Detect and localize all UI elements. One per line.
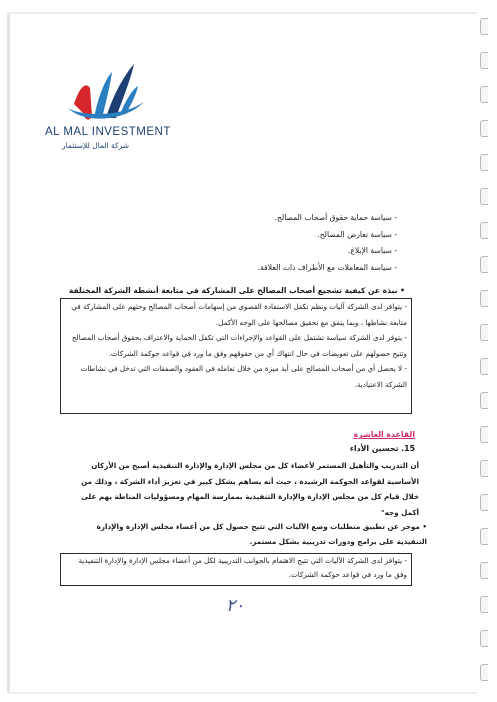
logo-name-en: AL MAL INVESTMENT (45, 126, 171, 138)
binder-tab (480, 528, 488, 545)
binder-tab (480, 596, 488, 613)
binder-tab (480, 154, 488, 171)
list-item: - سياسة المعاملات مع الأطراف ذات العلاقة. (97, 260, 397, 277)
binder-tab (480, 324, 488, 341)
binder-tab (480, 86, 488, 103)
binder-tab (480, 188, 488, 205)
list-item: - سياسة حماية حقوق أصحاب المصالح. (97, 210, 397, 227)
box-paragraph: - لا يحصل أي من أصحاب المصالح على أية ميزة من خلال تعامله في العقود والصفقات التي تدخل في نشاطات الشركة الاعتيادية. (61, 361, 411, 392)
box-paragraph: - يتوفر لدى الشركة سياسة تشتمل على القواعد والإجراءات التي تكفل الحماية والاعتراف بحقوق أصحاب المصالح وتتيح حصولهم على تعويضات في حال انتهاك أي من حقوقهم وفق ما ورد في قواعد حوكمة الشركات. (61, 330, 411, 361)
binder-tab (480, 52, 488, 69)
section-paragraph: أن التدريب والتأهيل المستمر لأعضاء كل من مجلس الإدارة والإدارة التنفيذية أصبح من الأركان الأساسية لقواعد الحوكمة الرشيدة ، حيث أنه يساهم بشكل كبير في تعزيز أداء الشركة ، وذلك من خلال قيام كل من مجلس الإدارة والإدارة التنفيذية بممارسة المهام ومسؤوليات المناطة بهم على أكمل وجه" (81, 461, 419, 517)
binder-tab (480, 494, 488, 511)
binder-tab (480, 256, 488, 273)
policies-list (97, 210, 397, 276)
binder-tab (480, 120, 488, 137)
logo-name-ar: شركة المال للإستثمار (62, 141, 130, 150)
list-item: - سياسة الإبلاغ. (97, 243, 397, 260)
binder-tab (480, 18, 488, 35)
binder-tab (480, 562, 488, 579)
page-frame-top (7, 12, 477, 14)
binder-tab (480, 426, 488, 443)
training-box (60, 553, 412, 586)
bullet-heading: • نبذة عن كيفية تشجيع أصحاب المصالح على المشاركة في متابعة أنشطة الشركة المختلفة (65, 286, 405, 295)
section-subtitle: 15. تحسين الأداء (349, 444, 415, 453)
stakeholders-box (60, 298, 412, 414)
binder-tab (480, 222, 488, 239)
binder-tab (480, 358, 488, 375)
binder-tab (480, 460, 488, 477)
binder-tab (480, 290, 488, 307)
training-bullet: • موجز عن تطبيق متطلبات وضع الآليات التي تتيح حصول كل من أعضاء مجلس الإدارة والإدارة التنفيذية على برامج ودورات تدريبية بشكل مستمر. (79, 520, 427, 549)
page-number: ٢٠ (226, 596, 245, 616)
binder-tabs (478, 10, 492, 700)
box-paragraph: - يتوافر لدى الشركة الآليات التي تتيح الاهتمام بالجوانب التدريبية لكل من أعضاء مجلس الإدارة والإدارة التنفيذية وفق ما ورد في قواعد حوكمة الشركات. (61, 554, 411, 581)
box-paragraph: - يتوافر لدى الشركة آليات ونظم تكفل الاستفادة القصوى من إسهامات أصحاب المصالح وحثهم على المشاركة في متابعة نشاطها ، وبما يتفق مع تحقيق مصالحها على الوجه الأكمل. (61, 299, 411, 330)
list-item: - سياسة تعارض المصالح. (97, 227, 397, 244)
section-title: القاعدة العاشرة (353, 430, 415, 439)
binder-tab (480, 664, 488, 681)
binder-tab (480, 392, 488, 409)
page-frame-bottom (7, 692, 477, 694)
page-frame-left (7, 14, 10, 694)
binder-tab (480, 630, 488, 647)
